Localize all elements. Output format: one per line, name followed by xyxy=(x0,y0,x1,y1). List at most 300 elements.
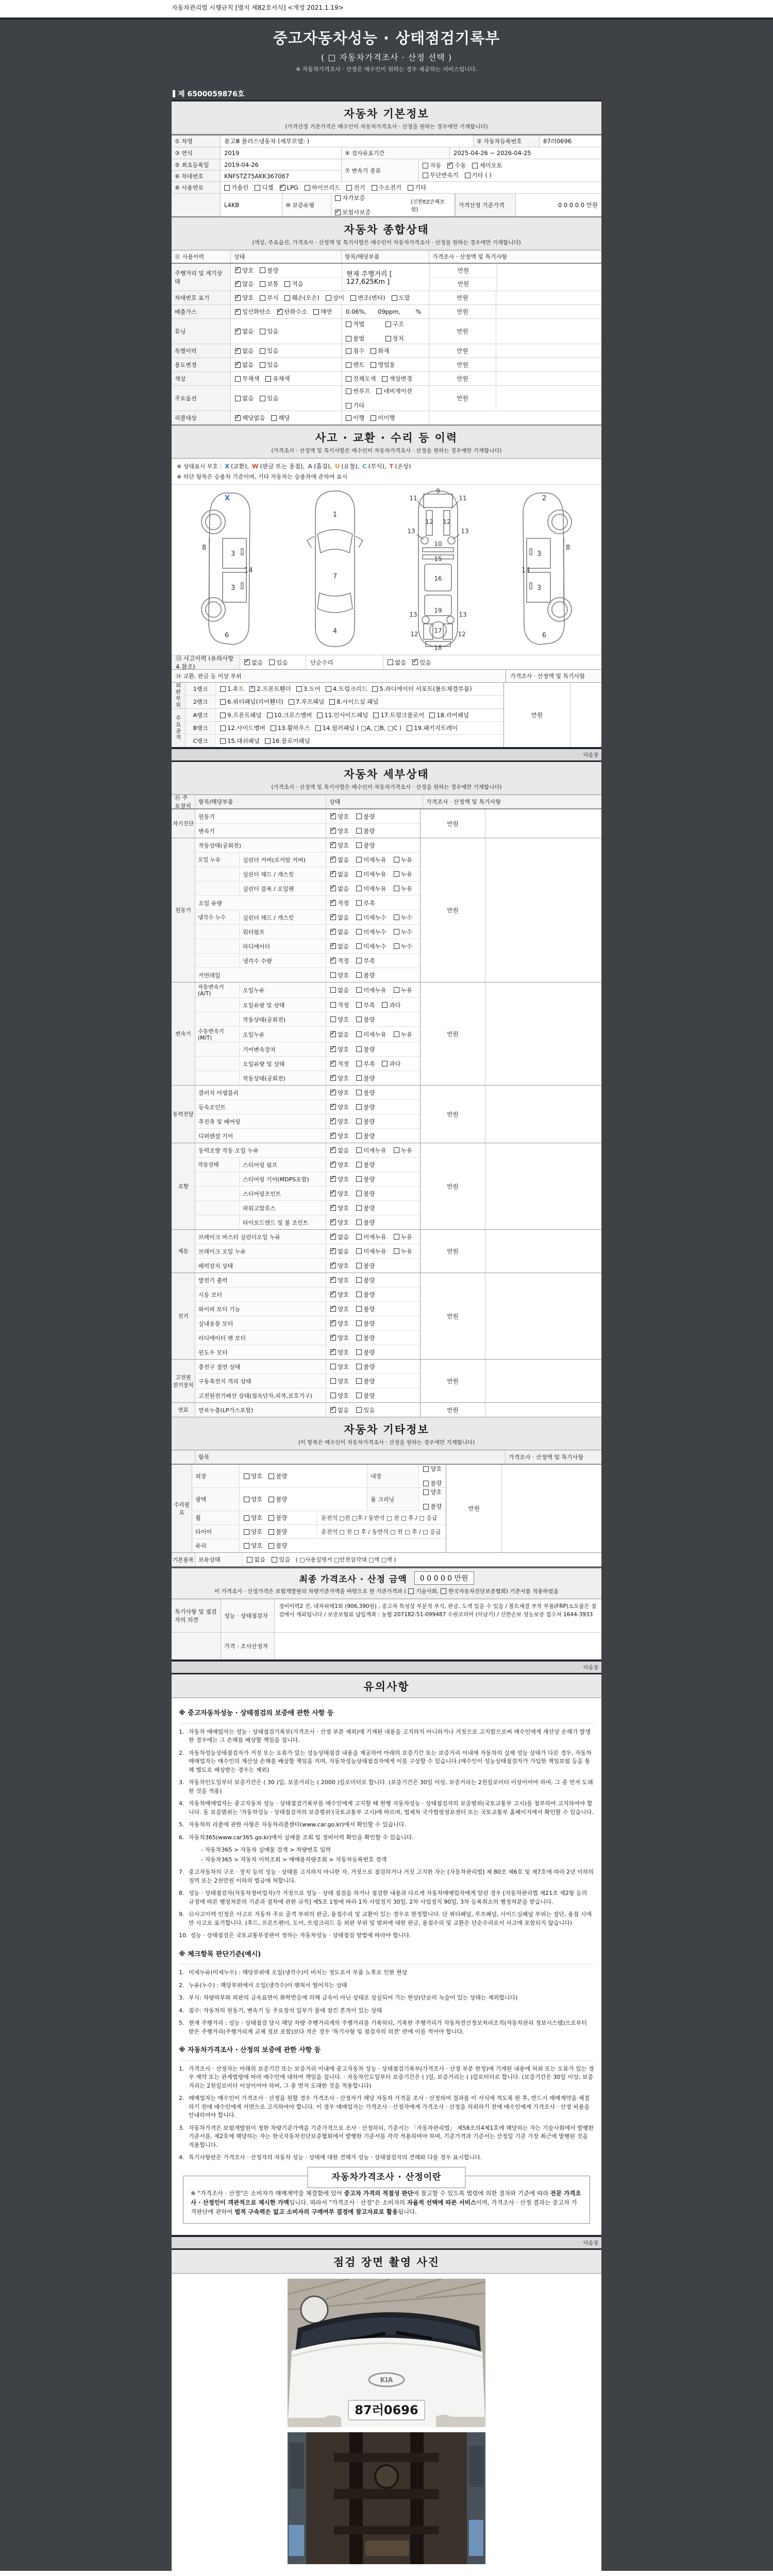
checkbox-option[interactable] xyxy=(423,171,459,179)
checkbox-option[interactable] xyxy=(423,1479,442,1487)
option-label: 과다 xyxy=(389,1001,401,1009)
option-label: 없음 xyxy=(338,986,349,994)
checkbox-option[interactable] xyxy=(394,1146,412,1155)
checkbox-option[interactable] xyxy=(220,698,283,706)
checkbox-option[interactable] xyxy=(356,1305,375,1313)
checkbox-option[interactable] xyxy=(382,375,412,383)
checkbox-option[interactable] xyxy=(356,1392,375,1400)
legend-desc: (부식), xyxy=(368,463,386,470)
checkbox-option[interactable] xyxy=(335,208,371,216)
checkbox-option[interactable] xyxy=(356,1089,375,1097)
checkbox-option[interactable] xyxy=(356,971,375,979)
detail-status-options xyxy=(326,1172,420,1186)
option-label: 양호 xyxy=(338,1291,349,1298)
checkbox-option[interactable] xyxy=(394,885,412,893)
notice-item-text: - 자동차365 > 자동차 이력조회 > 매매용차량조회 > 자동차등록번호 검색 xyxy=(201,1856,387,1863)
detail-status-options xyxy=(326,1129,420,1143)
checkbox-option[interactable] xyxy=(356,1218,375,1227)
checkbox-option[interactable] xyxy=(330,1132,349,1140)
field-label-vin: ⑥ 차대번호 xyxy=(172,171,221,181)
checkbox-option[interactable] xyxy=(260,266,278,275)
checkbox-option[interactable] xyxy=(356,1146,386,1155)
checkbox-option[interactable] xyxy=(330,1030,349,1039)
option-label: 7.루프패널 xyxy=(295,698,325,705)
price-cell: 만원 xyxy=(429,344,496,358)
price-cell: 만원 xyxy=(429,372,496,385)
checkbox-option[interactable] xyxy=(356,885,386,893)
checkbox-option[interactable] xyxy=(408,183,426,192)
checkbox-option[interactable] xyxy=(330,899,349,907)
checkbox-option[interactable] xyxy=(330,1233,349,1241)
option-label: 10.크로스멤버 xyxy=(274,711,312,719)
checkbox-option[interactable] xyxy=(382,1060,400,1068)
checkbox-option[interactable] xyxy=(412,658,431,667)
checkbox-option[interactable] xyxy=(447,161,466,170)
final-note-box2: 한국자동차진단보증협회) 기준서를 적용하였음 xyxy=(448,1588,559,1595)
checkbox-option[interactable] xyxy=(330,870,349,878)
detail-price-cell: 만원 xyxy=(420,982,485,1085)
checkbox-option[interactable] xyxy=(330,913,349,922)
rank-label: 2랭크 xyxy=(186,696,216,708)
checkbox-option[interactable] xyxy=(356,1247,386,1256)
checkbox-option[interactable] xyxy=(356,1276,375,1284)
notice-item xyxy=(179,1821,594,1829)
detail-status-options xyxy=(326,1388,420,1402)
detail-price-cell: 만원 xyxy=(420,1143,485,1229)
box-text-segment: ※ "가격조사 · 산정"은 소비자가 매매계약을 체결함에 있어 xyxy=(191,2189,344,2197)
checkbox-option[interactable] xyxy=(330,957,349,965)
checkbox-option[interactable] xyxy=(394,870,412,878)
checkbox-option[interactable] xyxy=(260,280,278,288)
checkbox-icon xyxy=(394,1147,399,1153)
checkbox-option[interactable] xyxy=(356,986,386,994)
checkbox-option[interactable] xyxy=(220,711,262,719)
checkbox-icon[interactable] xyxy=(441,1588,446,1594)
checkbox-option[interactable] xyxy=(330,885,349,893)
odometer-status-options xyxy=(231,264,342,278)
detail-part-label xyxy=(195,925,240,939)
checkbox-option[interactable] xyxy=(356,928,386,936)
legend-desc: (흠집), xyxy=(314,463,332,470)
checkbox-option[interactable] xyxy=(346,387,370,395)
checkbox-option[interactable] xyxy=(265,375,290,383)
detail-group xyxy=(172,809,601,838)
checkbox-option[interactable] xyxy=(330,1060,349,1068)
notice-item xyxy=(179,1834,594,1842)
checkbox-option[interactable] xyxy=(346,414,364,422)
checkbox-option[interactable] xyxy=(330,1291,349,1299)
checkbox-option[interactable] xyxy=(356,1233,386,1241)
checkbox-option[interactable] xyxy=(330,1363,349,1371)
checkbox-option[interactable] xyxy=(267,711,312,719)
checkbox-option[interactable] xyxy=(220,737,260,745)
checkbox-option[interactable] xyxy=(289,698,324,706)
checkbox-option[interactable] xyxy=(235,394,254,402)
checkbox-option[interactable] xyxy=(330,1175,349,1183)
diagram-num: 3 xyxy=(231,584,236,592)
checkbox-option[interactable] xyxy=(330,1190,349,1198)
checkbox-icon xyxy=(317,713,323,718)
notice-item xyxy=(179,1778,594,1795)
checkbox-icon[interactable] xyxy=(408,1588,414,1594)
option-label: 양호 xyxy=(338,1117,349,1125)
checkbox-option[interactable] xyxy=(330,1392,349,1400)
checkbox-icon xyxy=(392,295,397,301)
checkbox-option[interactable] xyxy=(260,394,278,402)
checkbox-option[interactable] xyxy=(272,1555,290,1564)
checkbox-option[interactable] xyxy=(330,1406,349,1414)
option-label: 미세누수 xyxy=(363,928,386,936)
diagram-num: 16 xyxy=(434,575,442,582)
tire-position-text: 운전석 □ 전 □ 후 / 동반석 □ 전 □ 후 / □ 응급 xyxy=(321,1529,441,1535)
checkbox-option[interactable] xyxy=(277,308,307,316)
checkbox-option[interactable] xyxy=(326,294,344,302)
checkbox-option[interactable] xyxy=(423,1465,442,1473)
etc-label: 타이어 xyxy=(192,1525,240,1538)
detail-group xyxy=(172,982,601,1086)
option-label: 없음 xyxy=(242,347,254,354)
checkbox-option[interactable] xyxy=(356,1074,375,1082)
checkbox-option[interactable] xyxy=(356,942,386,951)
option-label: 해당 xyxy=(278,414,290,421)
checkbox-option[interactable] xyxy=(465,171,492,179)
checkbox-option[interactable] xyxy=(330,971,349,979)
checkbox-option[interactable] xyxy=(235,375,259,383)
checkbox-icon xyxy=(356,1205,362,1211)
checkbox-option[interactable] xyxy=(224,183,248,192)
page-2 xyxy=(172,760,601,1662)
checkbox-option[interactable] xyxy=(356,856,386,864)
option-label: 불량 xyxy=(363,841,375,849)
checkbox-option[interactable] xyxy=(371,361,395,369)
checkbox-option[interactable] xyxy=(394,1247,412,1256)
checkbox-option[interactable] xyxy=(330,856,349,864)
checkbox-option[interactable] xyxy=(330,1015,349,1024)
detail-item-label: 실린더 커버(로커암 커버) xyxy=(240,853,326,867)
checkbox-option[interactable] xyxy=(235,327,254,335)
detail-group xyxy=(172,1403,601,1417)
checkbox-option[interactable] xyxy=(330,827,349,835)
checkbox-option[interactable] xyxy=(220,685,244,693)
checkbox-option[interactable] xyxy=(356,841,375,850)
checkbox-option[interactable] xyxy=(356,827,375,835)
notice-item xyxy=(179,1728,594,1745)
checkbox-option[interactable] xyxy=(260,347,278,355)
checkbox-option[interactable] xyxy=(260,294,278,302)
detail-row xyxy=(195,896,420,910)
checkbox-option[interactable] xyxy=(356,1045,375,1054)
diagram-num: 13 xyxy=(461,528,469,535)
notice-item-number: 6. xyxy=(179,1834,184,1841)
checkbox-option[interactable] xyxy=(330,1103,349,1111)
checkbox-option[interactable] xyxy=(330,1319,349,1328)
checkbox-option[interactable] xyxy=(260,361,278,369)
notice-item-number: 5. xyxy=(179,1821,184,1828)
checkbox-option[interactable] xyxy=(235,280,254,288)
checkbox-option[interactable] xyxy=(330,1218,349,1227)
field-label-inspection-period: ④ 검사유효기간 xyxy=(342,147,450,159)
checkbox-option[interactable] xyxy=(388,658,406,667)
checkbox-option[interactable] xyxy=(356,1001,375,1009)
checkbox-option[interactable] xyxy=(244,1541,262,1550)
field-label-transmission: ⑦ 변속기 종류 xyxy=(342,159,419,181)
checkbox-option[interactable] xyxy=(356,1348,375,1357)
checkbox-option[interactable] xyxy=(356,812,375,821)
checkbox-icon xyxy=(220,713,226,718)
section-accident-header xyxy=(172,426,601,459)
detail-status-options xyxy=(326,824,420,838)
checkbox-option[interactable] xyxy=(356,1117,375,1126)
checkbox-option[interactable] xyxy=(371,347,389,355)
checkbox-option[interactable] xyxy=(326,685,367,693)
checkbox-option[interactable] xyxy=(394,928,412,936)
checkbox-option[interactable] xyxy=(394,913,412,922)
recall-target-options xyxy=(231,411,342,425)
checkbox-option[interactable] xyxy=(268,1514,287,1522)
checkbox-option[interactable] xyxy=(244,1528,262,1536)
checkbox-option[interactable] xyxy=(249,685,291,693)
checkbox-option[interactable] xyxy=(356,1377,375,1385)
notice-item-number: 3. xyxy=(179,1994,184,2001)
checkbox-option[interactable] xyxy=(356,1190,375,1198)
checkbox-option[interactable] xyxy=(313,308,332,316)
checkbox-option[interactable] xyxy=(346,320,364,328)
option-label: 양호 xyxy=(338,1045,349,1053)
checkbox-option[interactable] xyxy=(429,711,469,719)
detail-item-label: 파워고압호스 xyxy=(240,1201,326,1215)
checkbox-option[interactable] xyxy=(356,899,375,907)
checkbox-option[interactable] xyxy=(373,711,424,719)
checkbox-option[interactable] xyxy=(330,1334,349,1342)
checkbox-option[interactable] xyxy=(394,1233,412,1241)
checkbox-icon xyxy=(330,958,336,963)
checkbox-icon xyxy=(356,1061,362,1066)
checkbox-option[interactable] xyxy=(244,1495,262,1503)
checkbox-option[interactable] xyxy=(423,1488,442,1496)
checkbox-option[interactable] xyxy=(385,334,404,343)
checkbox-option[interactable] xyxy=(346,334,364,343)
checkbox-option[interactable] xyxy=(335,194,365,202)
checkbox-option[interactable] xyxy=(329,698,378,706)
checkbox-option[interactable] xyxy=(346,183,365,192)
checkbox-icon xyxy=(330,1191,336,1196)
checkbox-option[interactable] xyxy=(330,1001,349,1009)
checkbox-icon xyxy=(356,1320,362,1326)
notice-item-text: 현재 주행거리 : 성능 · 상태점검 당시 해당 차량 주행거리계의 주행거리를 기록하되, 기록한 주행거리가 자동차전산정보처리조직(자동차관리 정보시스템)으로부터 받은 주행거리(주행거리계 교체 정보 포함)보다 적은 경우 '특기사항 및 점검자의 의견' 란에 이를 적어야 합니다. xyxy=(189,2020,587,2035)
checkbox-icon xyxy=(268,1543,274,1549)
checkbox-option[interactable] xyxy=(356,1363,375,1371)
checkbox-option[interactable] xyxy=(330,1089,349,1097)
checkbox-option[interactable] xyxy=(356,1262,375,1270)
checkbox-option[interactable] xyxy=(356,1204,375,1212)
checkbox-option[interactable] xyxy=(268,1495,287,1503)
checkbox-option[interactable] xyxy=(330,1074,349,1082)
option-label: 과다 xyxy=(389,1060,401,1067)
checkbox-option[interactable] xyxy=(330,1161,349,1169)
checkbox-option[interactable] xyxy=(385,320,404,328)
detail-row xyxy=(195,1100,420,1114)
exchange-head-label: ⑭ 교환, 판금 등 이상 부위 xyxy=(176,673,242,680)
checkbox-option[interactable] xyxy=(394,856,412,864)
checkbox-option[interactable] xyxy=(330,1247,349,1256)
checkbox-icon xyxy=(330,1292,336,1297)
checkbox-option[interactable] xyxy=(472,161,502,170)
checkbox-option[interactable] xyxy=(268,1528,287,1536)
row-label: 용도변경 xyxy=(172,358,231,371)
checkbox-option[interactable] xyxy=(265,737,310,745)
detail-status-options xyxy=(326,1057,420,1071)
checkbox-option[interactable] xyxy=(284,294,319,302)
checkbox-option[interactable] xyxy=(346,375,376,383)
field-label-warranty-type: ⑩ 보증유형 xyxy=(282,194,331,216)
checkbox-option[interactable] xyxy=(356,1060,375,1068)
detail-row xyxy=(195,982,420,998)
checkbox-option[interactable] xyxy=(280,184,298,191)
checkbox-option[interactable] xyxy=(260,327,278,335)
checkbox-option[interactable] xyxy=(356,1334,375,1342)
checkbox-option[interactable] xyxy=(330,928,349,936)
checkbox-option[interactable] xyxy=(394,942,412,951)
checkbox-option[interactable] xyxy=(330,841,349,850)
checkbox-option[interactable] xyxy=(268,1541,287,1550)
detail-status-options xyxy=(326,1273,420,1287)
checkbox-option[interactable] xyxy=(269,658,288,667)
document-subtitle: ( □ 자동차가격조사 · 산정 선택 ) xyxy=(321,53,452,62)
checkbox-option[interactable] xyxy=(235,294,254,302)
checkbox-option[interactable] xyxy=(372,183,401,192)
section-detail-header xyxy=(172,762,601,795)
legend-prefix: ※ 상태표시 부호 : xyxy=(177,463,222,470)
simple-repair-options xyxy=(383,655,601,669)
checkbox-option[interactable] xyxy=(392,294,410,302)
checkbox-option[interactable] xyxy=(330,1045,349,1054)
option-label: 17.트렁크플로어 xyxy=(380,711,425,719)
checkbox-icon xyxy=(356,1162,362,1167)
checkbox-option[interactable] xyxy=(372,685,472,693)
checkbox-option[interactable] xyxy=(220,724,265,732)
checkbox-option[interactable] xyxy=(394,986,412,994)
checkbox-option[interactable] xyxy=(317,711,368,719)
col-usage-history: ⑪ 사용이력 xyxy=(172,250,231,263)
checkbox-option[interactable] xyxy=(356,957,375,965)
checkbox-option[interactable] xyxy=(235,266,254,275)
checkbox-option[interactable] xyxy=(356,870,386,878)
detail-status-options xyxy=(326,1287,420,1301)
checkbox-option[interactable] xyxy=(356,1319,375,1328)
etc-label: 외장 xyxy=(192,1465,240,1487)
checkbox-option[interactable] xyxy=(244,658,263,667)
checkbox-option[interactable] xyxy=(407,724,458,732)
checkbox-option[interactable] xyxy=(315,724,402,732)
checkbox-option[interactable] xyxy=(356,913,386,922)
checkbox-icon xyxy=(224,185,230,191)
notice-item xyxy=(179,1846,594,1855)
checkbox-option[interactable] xyxy=(356,1132,375,1140)
checkbox-option[interactable] xyxy=(235,414,265,422)
notice-item-text: - 자동차365 > 자동차 실매물 검색 > 차량번호 입력 xyxy=(201,1846,331,1853)
diagram-num: 8 xyxy=(202,544,207,552)
checkbox-option[interactable] xyxy=(271,414,290,422)
detail-status-options xyxy=(326,1012,420,1026)
basic-info-table xyxy=(172,134,601,217)
checkbox-option[interactable] xyxy=(356,1015,375,1024)
checkbox-option[interactable] xyxy=(330,986,349,994)
checkbox-option[interactable] xyxy=(356,1030,386,1039)
checkbox-option[interactable] xyxy=(346,401,364,410)
checkbox-option[interactable] xyxy=(244,1514,262,1522)
checkbox-option[interactable] xyxy=(244,1472,262,1480)
checkbox-option[interactable] xyxy=(330,1276,349,1284)
checkbox-option[interactable] xyxy=(376,387,412,395)
detail-group-name: 제동 xyxy=(172,1230,195,1273)
options-kind-options xyxy=(342,386,429,411)
checkbox-option[interactable] xyxy=(330,1262,349,1270)
checkbox-option[interactable] xyxy=(356,1175,375,1183)
checkbox-option[interactable] xyxy=(350,294,385,302)
checkbox-option[interactable] xyxy=(346,347,364,355)
notice-item xyxy=(179,2154,594,2162)
checkbox-option[interactable] xyxy=(330,942,349,951)
checkbox-option[interactable] xyxy=(268,1472,287,1480)
checkbox-option[interactable] xyxy=(356,1103,375,1111)
checkbox-option[interactable] xyxy=(330,1146,349,1155)
checkbox-option[interactable] xyxy=(330,1305,349,1313)
checkbox-option[interactable] xyxy=(356,1291,375,1299)
checkbox-option[interactable] xyxy=(356,1406,375,1414)
checkbox-option[interactable] xyxy=(255,183,273,192)
checkbox-option[interactable] xyxy=(330,1377,349,1385)
checkbox-option[interactable] xyxy=(330,1117,349,1126)
checkbox-option[interactable] xyxy=(284,280,303,288)
detail-item-label: 기어변속장치 xyxy=(240,1042,326,1056)
checkbox-option[interactable] xyxy=(346,361,364,369)
option-label: 양호 xyxy=(251,1496,263,1503)
option-label: 양호 xyxy=(338,841,349,849)
detail-price-cell: 만원 xyxy=(420,809,485,838)
checkbox-option[interactable] xyxy=(330,812,349,821)
checkbox-option[interactable] xyxy=(371,414,395,422)
option-label: 8.사이드실 패널 xyxy=(337,698,379,705)
checkbox-option[interactable] xyxy=(271,724,310,732)
checkbox-option[interactable] xyxy=(330,1348,349,1357)
detail-status-options xyxy=(326,1230,420,1244)
checkbox-option[interactable] xyxy=(423,161,441,170)
checkbox-option[interactable] xyxy=(382,1001,400,1009)
checkbox-option[interactable] xyxy=(330,1204,349,1212)
field-label-model-year: ③ 연식 xyxy=(172,147,221,159)
checkbox-option[interactable] xyxy=(423,1502,442,1511)
checkbox-option[interactable] xyxy=(296,685,321,693)
option-label: 없음 xyxy=(338,870,349,878)
checkbox-option[interactable] xyxy=(235,308,271,316)
checkbox-option[interactable] xyxy=(356,1161,375,1169)
checkbox-option[interactable] xyxy=(305,183,341,192)
option-label: 불량 xyxy=(363,1363,375,1370)
option-label: 미세누유 xyxy=(363,1146,386,1154)
checkbox-icon xyxy=(372,686,378,692)
checkbox-option[interactable] xyxy=(235,347,254,355)
checkbox-icon xyxy=(465,173,470,178)
checkbox-icon xyxy=(330,943,336,949)
checkbox-option[interactable] xyxy=(394,1030,412,1039)
diagram-num: 14 xyxy=(522,567,530,574)
checkbox-option[interactable] xyxy=(235,361,254,369)
detail-group xyxy=(172,1143,601,1230)
checkbox-option[interactable] xyxy=(247,1555,265,1564)
legend-desc: (판금 또는 용접), xyxy=(260,463,305,470)
checkbox-icon xyxy=(423,1466,429,1472)
option-label: 없음 xyxy=(395,658,407,666)
